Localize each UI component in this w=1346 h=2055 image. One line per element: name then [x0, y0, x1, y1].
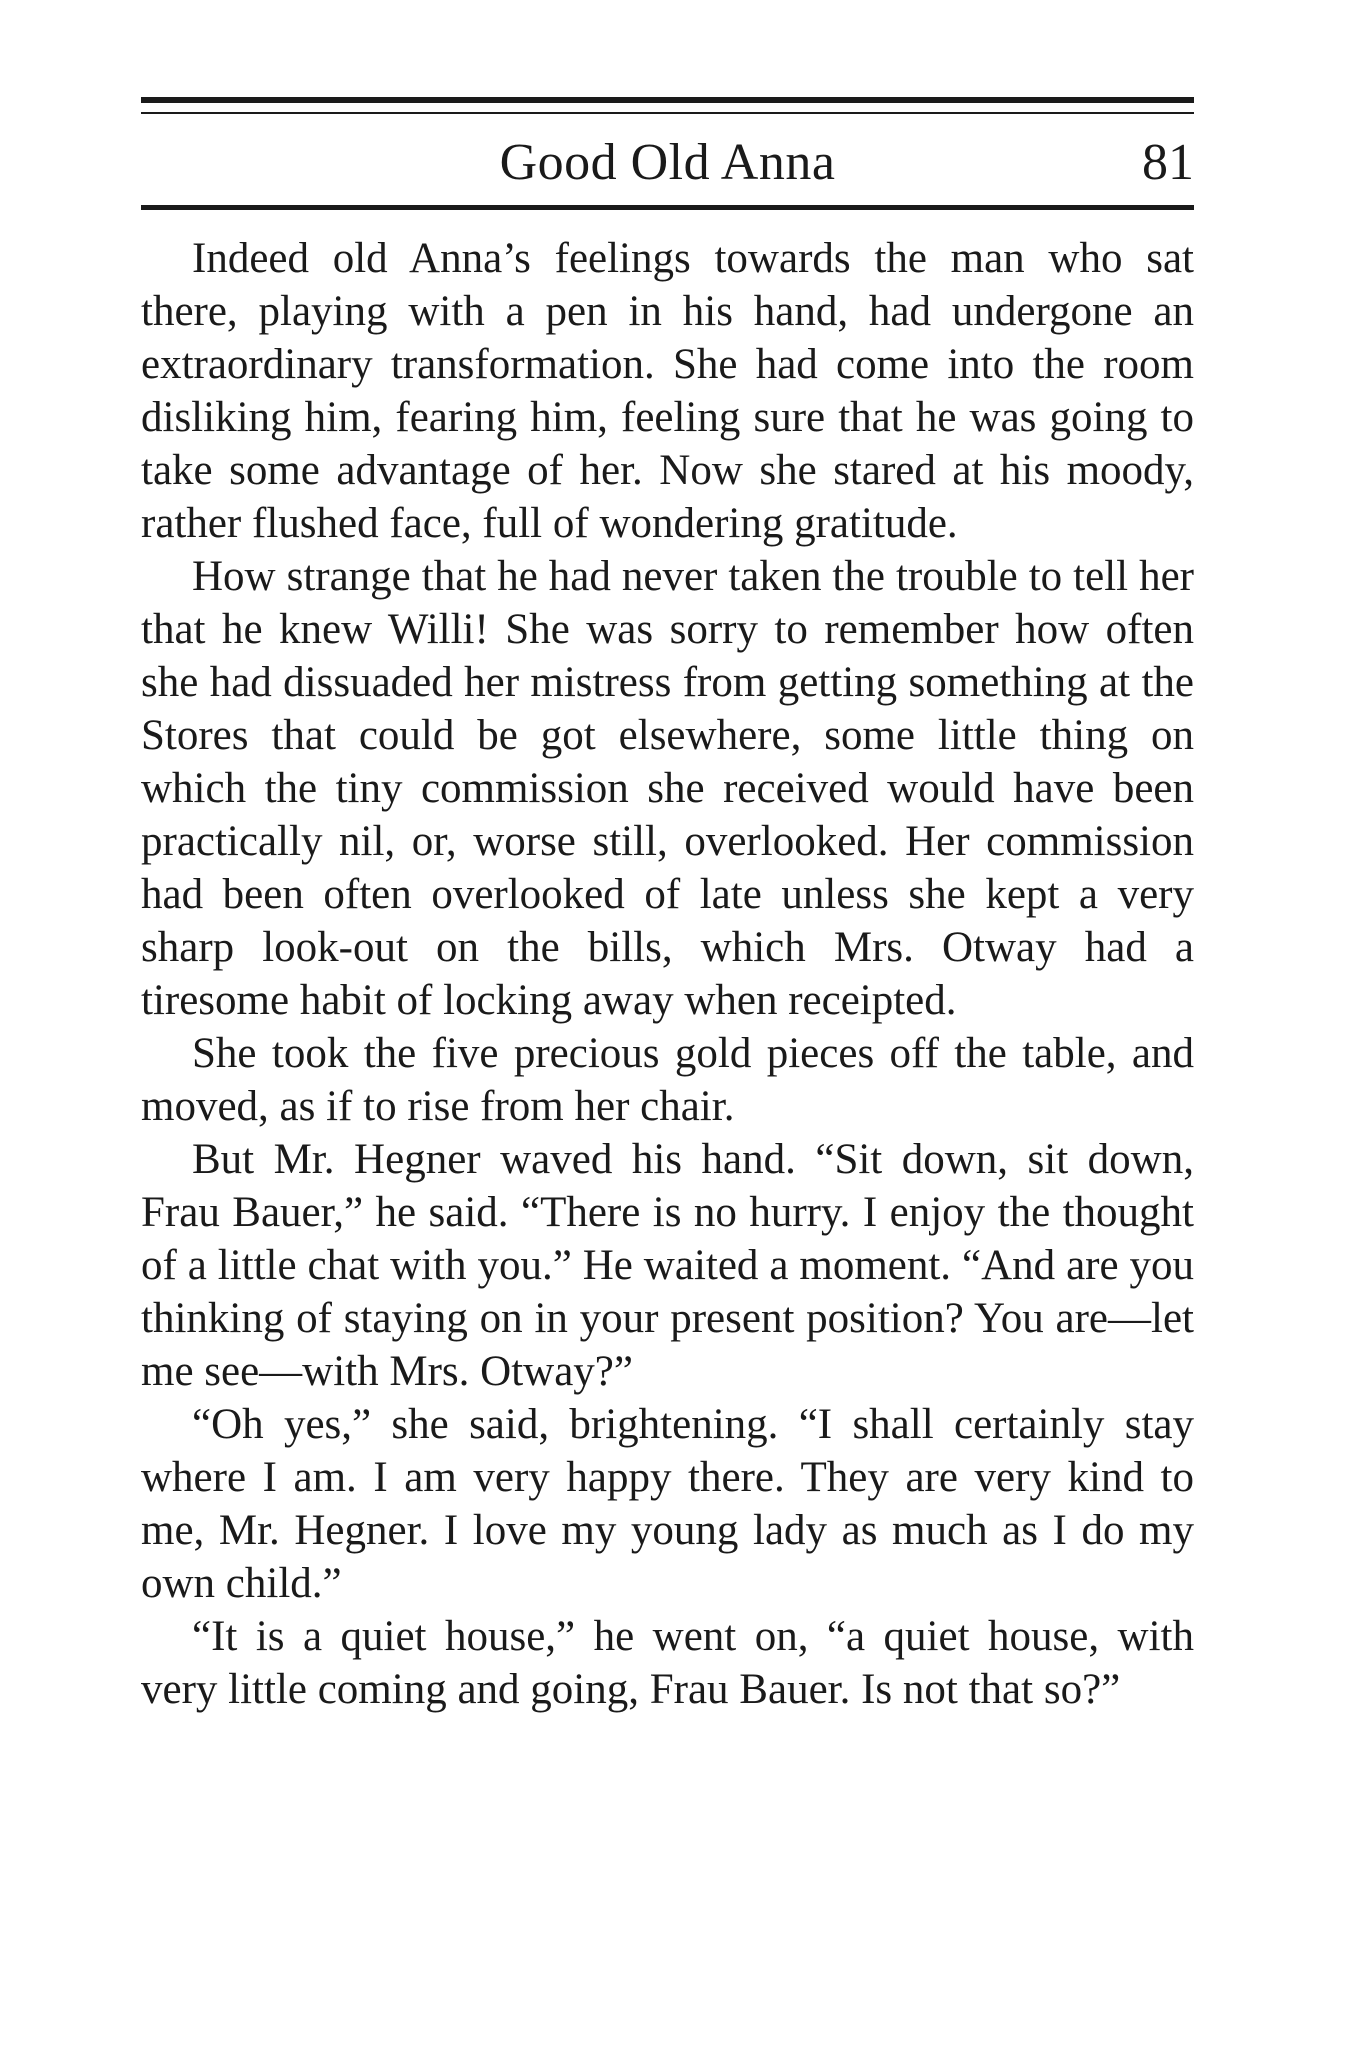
header-rule-bottom — [141, 205, 1194, 210]
page-number: 81 — [1142, 134, 1194, 191]
header-rule-thin — [141, 112, 1194, 114]
paragraph: Indeed old Anna’s feelings towards the man who sat there, playing with a pen in his hand, had undergone an extraordinary transformation. She had come into the room disliking him, fearing him, feeling sure that he was going to take some advantage of her. Now she stared at his moody, rather flushed face, full of wondering gratitude. — [141, 235, 1194, 547]
paragraph: She took the five precious gold pieces off the table, and moved, as if to rise from her chair. — [141, 1030, 1194, 1130]
header-rule-thick — [141, 97, 1194, 103]
paragraph: But Mr. Hegner waved his hand. “Sit down, sit down, Frau Bauer,” he said. “There is no hurry. I enjoy the thought of a little chat with you.” He waited a moment. “And are you thinking of staying on in your present position? You are—let me see—with Mrs. Otway?” — [141, 1136, 1194, 1395]
running-head — [141, 128, 1194, 198]
running-title: Good Old Anna — [499, 134, 836, 191]
paragraph: “It is a quiet house,” he went on, “a quiet house, with very little coming and going, Frau Bauer. Is not that so?” — [141, 1613, 1194, 1713]
body-text — [141, 232, 1194, 1716]
paragraph: “Oh yes,” she said, brightening. “I shall certainly stay where I am. I am very happy there. They are very kind to me, Mr. Hegner. I love my young lady as much as I do my own child.” — [141, 1401, 1194, 1607]
paragraph: How strange that he had never taken the trouble to tell her that he knew Willi! She was sorry to remember how often she had dissuaded her mistress from getting something at the Stores that could be got elsewhere, some little thing on which the tiny commission she received would have been practically nil, or, worse still, overlooked. Her commission had been often overlooked of late unless she kept a very sharp look-out on the bills, which Mrs. Otway had a tiresome habit of locking away when receipted. — [141, 553, 1194, 1024]
